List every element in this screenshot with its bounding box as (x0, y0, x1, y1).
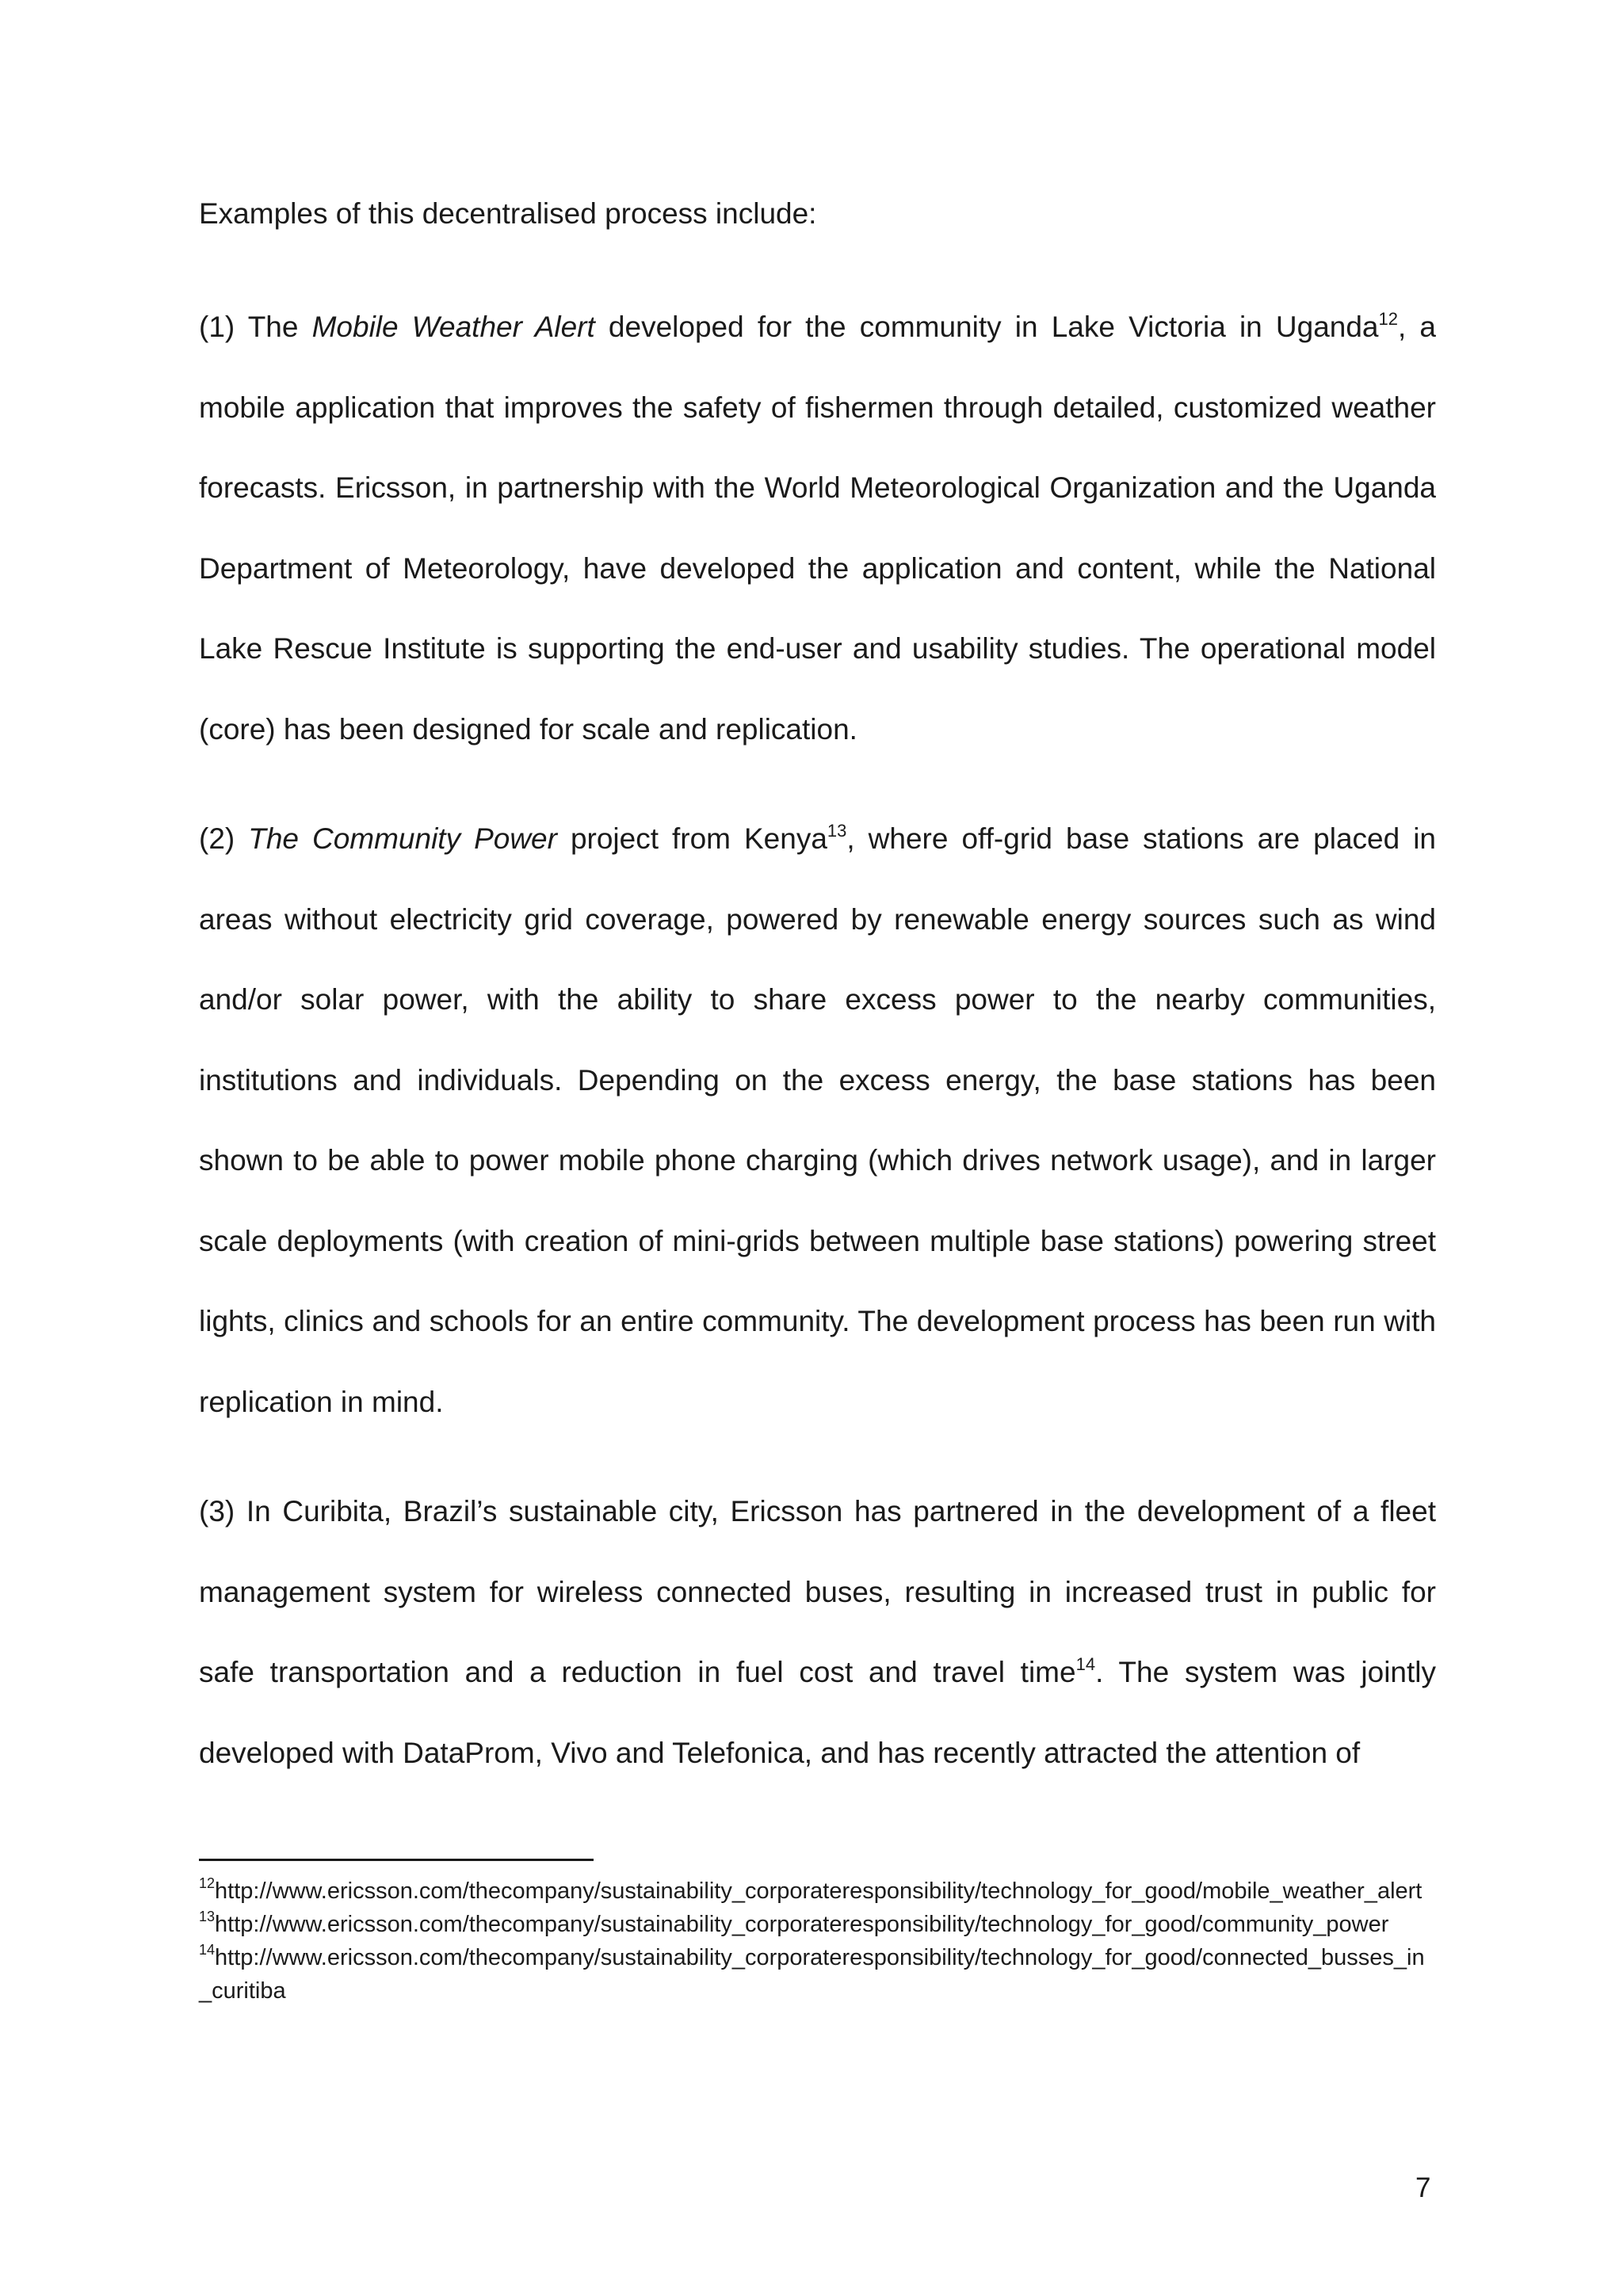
paragraph-curitiba-buses (199, 1471, 1436, 1793)
footnote-separator (199, 1859, 594, 1861)
footnote-number: 14 (199, 1942, 216, 1958)
footnote-number: 13 (199, 1909, 216, 1925)
footnote-ref-14[interactable]: 14 (1075, 1653, 1096, 1674)
footnotes (199, 1875, 1436, 2008)
intro-line: Examples of this decentralised process include: (199, 197, 817, 230)
paragraph-text: . The system was jointly developed with DataProm, Vivo and Telefonica, and has recently attracted the attention of (199, 1656, 1437, 1769)
paragraph-prefix: (2) (199, 822, 249, 855)
paragraph-text: , a mobile application that improves the safety of fishermen through detailed, customized weather forecasts. Ericsson, in partnership with the World Meteorological Organization and the Uganda Department of Meteorology, have developed the application and content, while the National Lake Rescue Institute is supporting the end-user and usability studies. The operational model (core) has been designed for scale and replication. (199, 311, 1437, 746)
paragraph-text: (3) In Curibita, Brazil’s sustainable city, Ericsson has partnered in the development of a fleet management system for wireless connected buses, resulting in increased trust in public for safe transportation and a reduction in fuel cost and travel time (199, 1495, 1436, 1688)
project-name: Mobile Weather Alert (311, 311, 595, 343)
footnote-number: 12 (199, 1875, 216, 1892)
project-name: The Community Power (248, 822, 557, 855)
paragraph-community-power (199, 799, 1436, 1442)
footnote-ref-13[interactable]: 13 (827, 820, 847, 841)
footnote-14 (199, 1941, 1436, 2008)
paragraph-text: , where off-grid base stations are placed in areas without electricity grid coverage, powered by renewable energy sources such as wind and/or solar power, with the ability to share excess power to the nearby communities, institutions and individuals. Depending on the excess energy, the base stations has been shown to be able to power mobile phone charging (which drives network usage), and in larger scale deployments (with creation of mini-grids between multiple base stations) powering street lights, clinics and schools for an entire community. The development process has been run with replication in mind. (199, 822, 1436, 1418)
paragraph-prefix: (1) The (199, 311, 312, 343)
footnote-url[interactable]: http://www.ericsson.com/thecompany/sustainability_corporateresponsibility/technology_for_good/community_power (215, 1912, 1389, 1937)
footnote-ref-12[interactable]: 12 (1378, 308, 1398, 329)
footnote-12 (199, 1875, 1436, 1908)
footnote-url[interactable]: http://www.ericsson.com/thecompany/sustainability_corporateresponsibility/technology_for_good/connected_busses_in_curitiba (199, 1945, 1425, 2004)
footnote-url[interactable]: http://www.ericsson.com/thecompany/sustainability_corporateresponsibility/technology_for_good/mobile_weather_alert (215, 1878, 1423, 1904)
paragraph-text: project from Kenya (556, 822, 827, 855)
footnote-13 (199, 1908, 1436, 1941)
page-number: 7 (1415, 2172, 1431, 2203)
paragraph-text: developed for the community in Lake Victoria in Uganda (594, 311, 1379, 343)
paragraph-mobile-weather-alert (199, 287, 1436, 769)
